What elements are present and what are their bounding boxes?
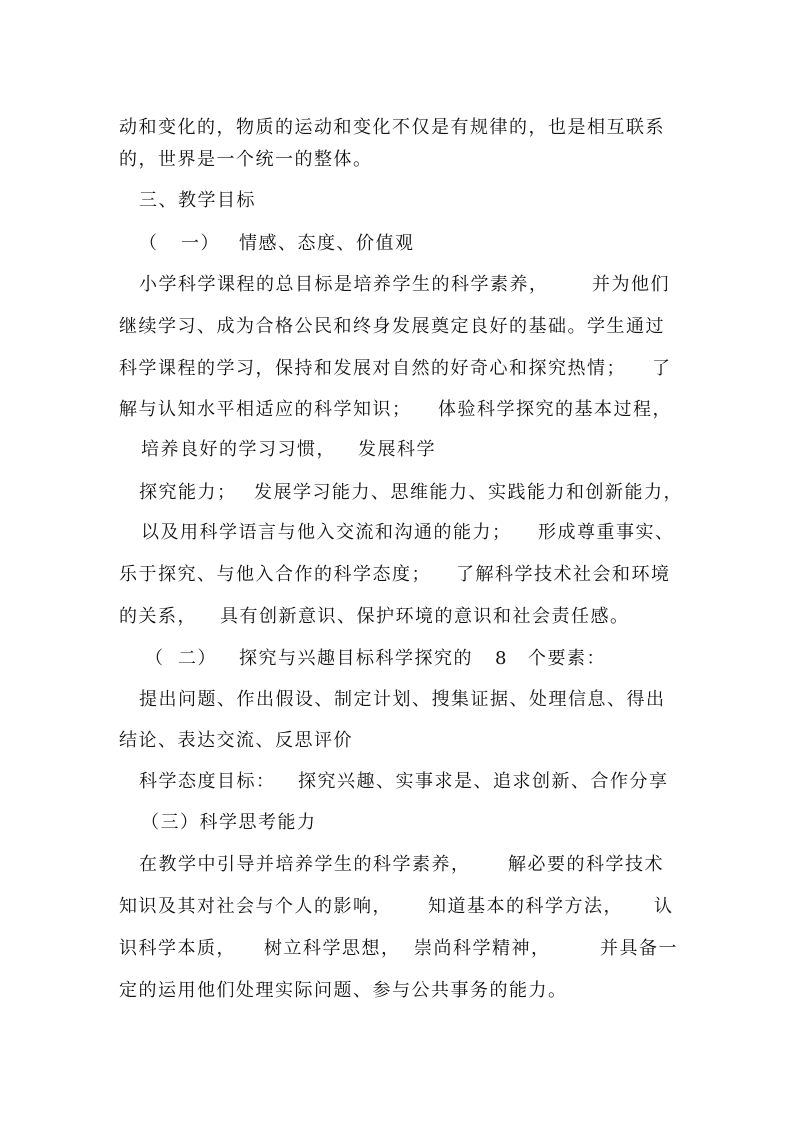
paragraph-line [0,685,794,715]
text-run: 并为他们 [592,274,670,295]
text-run: 探究兴趣、实事求是、追求创新、合作分享 [298,771,669,792]
text-run: 以及用科学语言与他入交流和沟通的能力； [141,522,512,543]
subsection-heading [0,644,794,674]
text-run: 科学态度目标： [139,771,276,792]
text-run: 乐于探究、与他入合作的科学态度； [119,564,431,585]
text-run: 发展学习能力、思维能力、实践能力和创新能力， [254,482,683,503]
paragraph-line [0,312,794,342]
text-run: 了 [652,358,672,379]
text-run: 树立科学思想， [264,938,401,959]
subsection-heading [0,808,794,838]
text-run: 体验科学探究的基本过程， [438,399,672,420]
paragraph-line [0,976,794,1006]
text-run: 8 [495,648,508,669]
text-run: 提出问题、作出假设、制定计划、搜集证据、处理信息、得出 [139,689,666,710]
paragraph-line [0,934,794,964]
text-run: 情感、态度、价值观 [239,233,415,254]
text-run: 知识及其对社会与个人的影响， [119,896,392,917]
paragraph-line [0,602,794,632]
text-run: 一） [181,233,220,254]
text-run: 个要素： [528,648,606,669]
paragraph-line [0,726,794,756]
paragraph-line [0,478,794,508]
text-run: 动和变化的，物质的运动和变化不仅是有规律的，也是相互联系 [119,117,665,138]
text-run: 解与认知水平相适应的科学知识； [119,399,412,420]
text-run: 形成尊重事实、 [538,522,675,543]
text-run: 探究与兴趣目标科学探究的 [239,648,473,669]
text-run: （三）科学思考能力 [141,812,317,833]
paragraph-line [0,145,794,175]
text-run: 发展科学 [358,439,436,460]
text-run: 三、教学目标 [139,190,256,211]
text-run: 并具备一 [600,938,678,959]
text-run: 认 [654,896,674,917]
paragraph-line [0,767,794,797]
text-run: 二） [178,648,217,669]
paragraph-line [0,560,794,590]
section-heading [0,186,794,216]
text-run: （ [139,233,159,254]
text-run: 的关系， [119,606,197,627]
text-run: 解必要的科学技术 [508,854,664,875]
paragraph-line [0,435,794,465]
text-run: （ [145,648,165,669]
text-run: 定的运用他们处理实际问题、参与公共事务的能力。 [119,980,568,1001]
paragraph-line [0,113,794,143]
text-run: 在教学中引导并培养学生的科学素养， [139,854,471,875]
text-run: 科学课程的学习，保持和发展对自然的好奇心和探究热情； [119,358,626,379]
paragraph-line [0,518,794,548]
text-run: 结论、表达交流、反思评价 [119,730,353,751]
subsection-heading [0,229,794,259]
text-run: 继续学习、成为合格公民和终身发展奠定良好的基础。学生通过 [119,316,665,337]
text-run: 培养良好的学习习惯， [141,439,336,460]
text-run: 崇尚科学精神， [414,938,551,959]
text-run: 的，世界是一个统一的整体。 [119,149,373,170]
paragraph-line [0,395,794,425]
text-run: 具有创新意识、保护环境的意识和社会责任感。 [220,606,630,627]
paragraph-line [0,270,794,300]
text-run: 小学科学课程的总目标是培养学生的科学素养， [139,274,549,295]
text-run: 探究能力； [139,482,237,503]
paragraph-line [0,850,794,880]
text-run: 知道基本的科学方法， [428,896,623,917]
text-run: 识科学本质， [119,938,236,959]
text-run: 了解科学技术社会和环境 [456,564,671,585]
paragraph-line [0,892,794,922]
paragraph-line [0,354,794,384]
